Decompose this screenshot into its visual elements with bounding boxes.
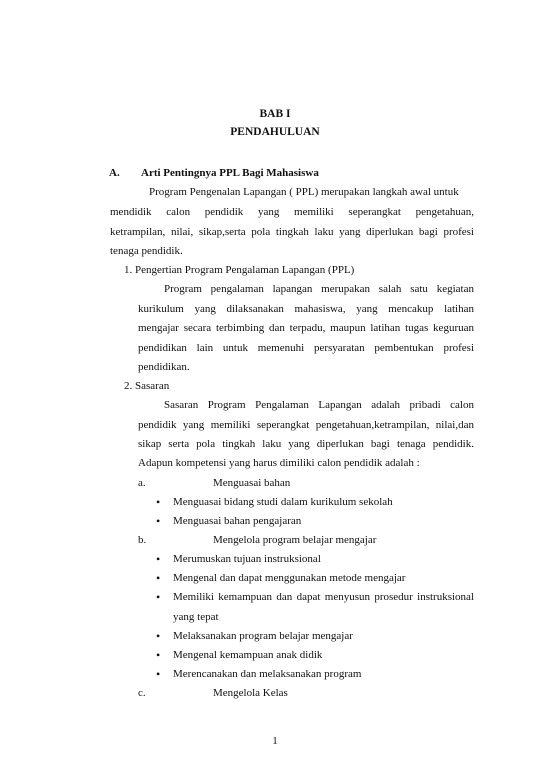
bullet-text: Memiliki kemampuan dan dapat menyusun prosedur instruksional [173, 591, 474, 603]
bullet-text-continuation: yang tepat [173, 611, 219, 623]
bullet-text: Mengenal dan dapat menggunakan metode mengajar [173, 572, 406, 584]
paragraph-line: mendidik calon pendidik yang memiliki seperangkat pengetahuan, [110, 206, 474, 218]
bullet-text: Melaksanakan program belajar mengajar [173, 630, 353, 642]
bullet-text: Merencanakan dan melaksanakan program [173, 668, 362, 680]
section-marker: A. [109, 167, 120, 179]
bullet-icon: • [156, 648, 161, 662]
bullet-icon: • [156, 552, 161, 566]
paragraph-line: sikap serta pola tingkah laku yang diperlukan bagi tenaga pendidik. [138, 438, 474, 450]
bullet-text: Merumuskan tujuan instruksional [173, 553, 321, 565]
bullet-icon: • [156, 629, 161, 643]
chapter-number: BAB I [259, 108, 291, 120]
numbered-item-title: 2. Sasaran [124, 380, 170, 392]
sub-title: Menguasai bahan [213, 477, 291, 489]
sub-marker: b. [138, 534, 147, 546]
paragraph-line: kurikulum yang dilaksanakan mahasiswa, yang mencakup latihan [138, 303, 474, 315]
paragraph-line: ketrampilan, nilai, sikap,serta pola tingkah laku yang diperlukan bagi profesi [110, 226, 474, 238]
paragraph-line: tenaga pendidik. [110, 245, 183, 257]
paragraph-line: Sasaran Program Pengalaman Lapangan adalah pribadi calon [164, 399, 474, 411]
numbered-item-title: 1. Pengertian Program Pengalaman Lapangan (PPL) [124, 264, 355, 276]
section-title: Arti Pentingnya PPL Bagi Mahasiswa [141, 167, 319, 179]
paragraph-line: pendidik yang memiliki seperangkat pengetahuan,ketrampilan, nilai,dan [138, 419, 474, 431]
bullet-text: Mengenal kemampuan anak didik [173, 649, 323, 661]
page-number: 1 [272, 735, 278, 747]
bullet-text: Menguasai bidang studi dalam kurikulum sekolah [173, 496, 393, 508]
paragraph-line: pendidikan lain untuk memenuhi persyaratan pembentukan profesi [138, 342, 474, 354]
bullet-icon: • [156, 667, 161, 681]
sub-title: Mengelola Kelas [213, 687, 288, 699]
paragraph-line: Program Pengenalan Lapangan ( PPL) merupakan langkah awal untuk [149, 186, 459, 198]
bullet-icon: • [156, 590, 161, 604]
paragraph-line: pendidikan. [138, 361, 190, 373]
paragraph-line: Program pengalaman lapangan merupakan salah satu kegiatan [164, 283, 474, 295]
bullet-text: Menguasai bahan pengajaran [173, 515, 302, 527]
sub-marker: a. [138, 477, 146, 489]
bullet-icon: • [156, 495, 161, 509]
sub-title: Mengelola program belajar mengajar [213, 534, 377, 546]
bullet-icon: • [156, 571, 161, 585]
chapter-title: PENDAHULUAN [230, 126, 320, 138]
bullet-icon: • [156, 514, 161, 528]
paragraph-line: mengajar secara terbimbing dan terpadu, maupun latihan tugas keguruan [138, 322, 474, 334]
paragraph-line: Adapun kompetensi yang harus dimiliki calon pendidik adalah : [138, 457, 420, 469]
sub-marker: c. [138, 687, 146, 699]
